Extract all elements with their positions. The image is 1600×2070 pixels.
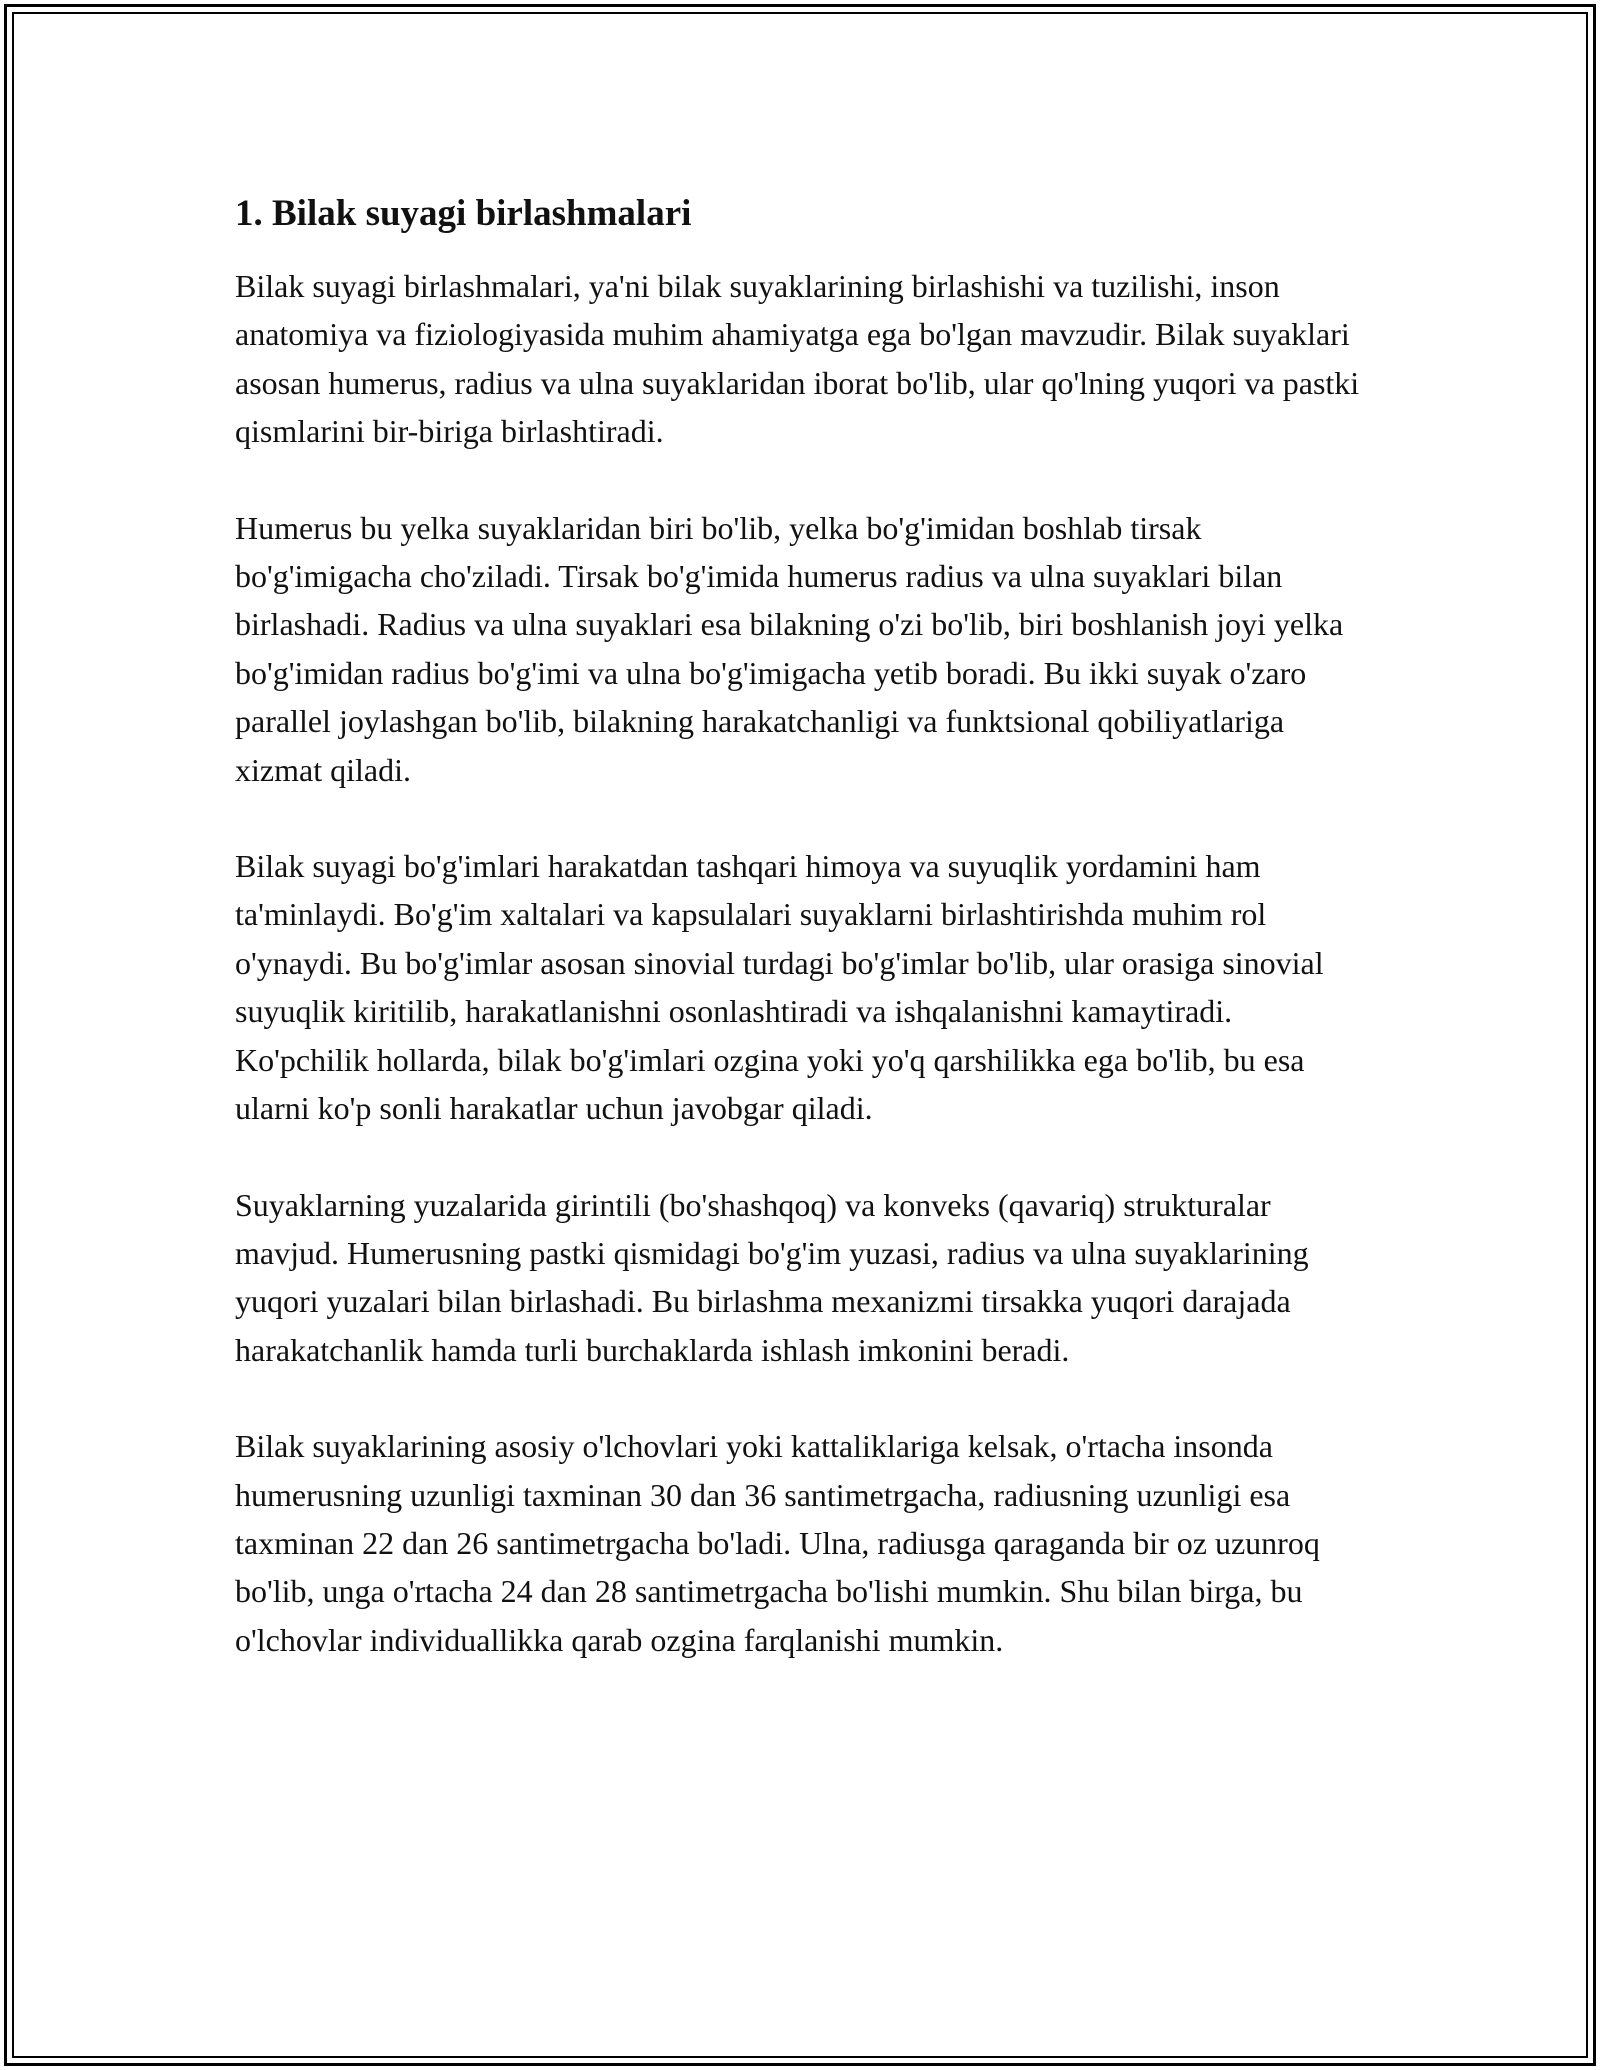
paragraph-surfaces: Suyaklarning yuzalarida girintili (bo'shashqoq) va konveks (qavariq) strukturalar mavjud. Humerusning pastki qismidagi bo'g'im yuzasi, radius va ulna suyaklarining yuqori yuzalari bilan birlashadi. Bu birlashma mexanizmi tirsakka yuqori darajada harakatchanlik hamda turli burchaklarda ishlash imkonini beradi. bbox=[235, 1186, 1309, 1368]
paragraph-humerus: Humerus bu yelka suyaklaridan biri bo'lib, yelka bo'g'imidan boshlab tirsak bo'g'imigacha cho'ziladi. Tirsak bo'g'imida humerus radius va ulna suyaklari bilan birlashadi. Radius va ulna suyaklari esa bilakning o'zi bo'lib, biri boshlanish joyi yelka bo'g'imidan radius bo'g'imi va ulna bo'g'imigacha yetib boradi. Bu ikki suyak o'zaro parallel joylashgan bo'lib, bilakning harakatchanligi va funktsional qobiliyatlariga xizmat qiladi. bbox=[235, 509, 1344, 788]
section-heading: 1. Bilak suyagi birlashmalari bbox=[235, 193, 692, 234]
paragraph-intro: Bilak suyagi birlashmalari, ya'ni bilak suyaklarining birlashishi va tuzilishi, inson anatomiya va fiziologiyasida muhim ahamiyatga ega bo'lgan mavzudir. Bilak suyaklari asosan humerus, radius va ulna suyaklaridan iborat bo'lib, ular qo'lning yuqori va pastki qismlarini bir-biriga birlashtiradi. bbox=[235, 268, 1360, 450]
document-body bbox=[235, 190, 1365, 1712]
paragraph-joints: Bilak suyagi bo'g'imlari harakatdan tashqari himoya va suyuqlik yordamini ham ta'minlaydi. Bo'g'im xaltalari va kapsulalari suyaklarni birlashtirishda muhim rol o'ynaydi. Bu bo'g'imlar asosan sinovial turdagi bo'g'imlar bo'lib, ular orasiga sinovial suyuqlik kiritilib, harakatlanishni osonlashtiradi va ishqalanishni kamaytiradi. Ko'pchilik hollarda, bilak bo'g'imlari ozgina yoki yo'q qarshilikka ega bo'lib, bu esa ularni ko'p sonli harakatlar uchun javobgar qiladi. bbox=[235, 848, 1324, 1127]
paragraph-measurements: Bilak suyaklarining asosiy o'lchovlari yoki kattaliklariga kelsak, o'rtacha insonda humerusning uzunligi taxminan 30 dan 36 santimetrgacha, radiusning uzunligi esa taxminan 22 dan 26 santimetrgacha bo'ladi. Ulna, radiusga qaraganda bir oz uzunroq bo'lib, unga o'rtacha 24 dan 28 santimetrgacha bo'lishi mumkin. Shu bilan birga, bu o'lchovlar individuallikka qarab ozgina farqlanishi mumkin. bbox=[235, 1428, 1320, 1658]
